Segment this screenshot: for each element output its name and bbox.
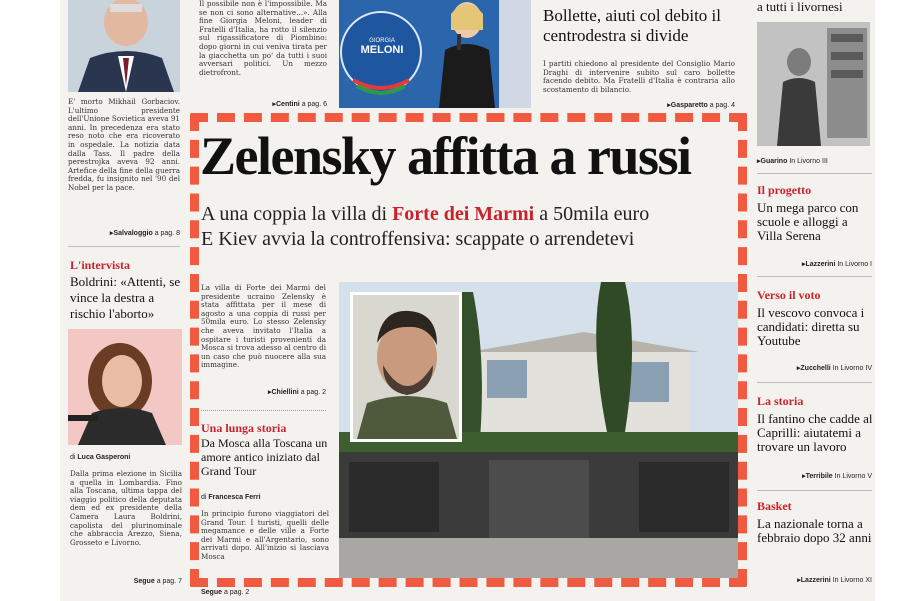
divider [68, 246, 180, 247]
interview-kicker: L'intervista [70, 258, 130, 272]
right-item-kicker: Verso il voto [757, 288, 821, 302]
divider [757, 382, 872, 383]
meloni-sign: GIORGIA MELONI [360, 38, 404, 56]
right-item [757, 394, 875, 454]
right-item-title: La nazionale torna a febbraio dopo 32 anni [757, 516, 872, 545]
right-item-kicker: La storia [757, 394, 804, 408]
main-subtitle-2: E Kiev avvia la controffensiva: scappate o arrendetevi [201, 228, 635, 250]
right-top-text: a tutti i livornesi [757, 0, 843, 14]
meloni-byline: ▸Centini a pag. 6 [272, 101, 327, 108]
divider [757, 490, 872, 491]
right-item-byline: ▸Terribile In Livorno V [802, 473, 872, 480]
divider [757, 173, 872, 174]
story-byline: di Francesca Ferri [201, 494, 261, 501]
right-item-kicker: Il progetto [757, 183, 812, 197]
bollette-text: I partiti chiedono al presidente del Consiglio Mario Draghi di intervenire subito sul caro bollette facendo debito. Ma Fratelli d'Italia è contraria allo scostamento di bilancio. [543, 60, 735, 94]
gorbaciov-photo [68, 0, 180, 92]
meloni-text: Il possibile non è l'impossibile. Ma se non ci sono alternative...». Alla fine Giorgia Meloni, leader di Fratelli d'Italia, ha rotto il silenzio sul rigassificatore di Piombino: dopo giorni in cui veniva tirata per la giacchetta un po' da tutti i suoi avversari politici. Un mezzo dietrofront. [199, 0, 327, 77]
interview-title: Boldrini: «Attenti, se vince la destra a rischio l'aborto» [70, 274, 181, 321]
interview-text: Dalla prima elezione in Sicilia a quella in Lombardia. Fino alla Toscana, ultima tappa del viaggio politico della deputata dem ed ex presidente della Camera Laura Boldrini, capolista del plurinominale che abbraccia Arezzo, Siena, Grosseto e Livorno. [70, 470, 182, 547]
interview-more: Segue a pag. 7 [133, 578, 182, 585]
story-more: Segue a pag. 2 [201, 589, 250, 596]
gorbaciov-text: E' morto Mikhail Gorbaciov. L'ultimo presidente dell'Unione Sovietica aveva 91 anni. In precedenza era stato reso noto che era ricoverato in ospedale. La notizia data dalla Tass. Il padre della perestrojka aveva 92 anni. Artefice della fine della guerra fredda, fu insignito nel '90 del Nobel per la pace. [68, 98, 180, 192]
bollette-byline: ▸Gasparetto a pag. 4 [667, 102, 735, 109]
story-kicker: Una lunga storia [201, 421, 287, 435]
right-item [757, 183, 875, 243]
right-item-title: Il vescovo convoca i candidati: diretta su Youtube [757, 305, 865, 348]
interview-byline: di Luca Gasperoni [70, 454, 131, 461]
right-item-title: Un mega parco con scuole e alloggi a Villa Serena [757, 200, 859, 243]
right-item [757, 499, 875, 545]
bollette-title: Bollette, aiuti col debito il centrodestra si divide [543, 6, 721, 45]
main-headline: Zelensky affitta a russi [200, 126, 691, 186]
right-item-byline: ▸Zucchelli In Livorno IV [796, 365, 872, 372]
main-body-text: La villa di Forte dei Marmi del presidente ucraino Zelensky è stata affittata per il mese di agosto a una coppia di russi per 50mila euro. Lo stesso Zelensky che aveva invitato l'Italia a ospitare i turisti provenienti da Mosca si trova adesso al centro di un caso che può nuocere alla sua immagine. [201, 284, 326, 370]
story-title: Da Mosca alla Toscana un amore antico iniziato dal Grand Tour [201, 436, 328, 478]
meloni-photo [339, 0, 531, 108]
boldrini-photo [68, 329, 182, 445]
story-text: In principio furono viaggiatori del Grand Tour. I turisti, quelli delle megamance e delle ville a Forte dei Marmi e all'Argentario, sono arrivati dopo. All'inizio si lasciava Mosca [201, 510, 329, 561]
right-item-kicker: Basket [757, 499, 792, 513]
right-photo [757, 22, 870, 146]
gorbaciov-byline: ▸Salvaloggio a pag. 8 [109, 230, 180, 237]
main-subtitle-1: A una coppia la villa di Forte dei Marmi a 50mila euro [201, 203, 650, 225]
highlight-frame [190, 113, 747, 587]
right-item-title: Il fantino che cadde al Caprilli: aiutatemi a trovare un lavoro [757, 411, 873, 454]
right-item-byline: ▸Lazzerini In Livorno XI [797, 577, 872, 584]
right-item [757, 288, 875, 348]
divider [757, 276, 872, 277]
main-body-byline: ▸Chiellini a pag. 2 [267, 389, 326, 396]
right-photo-byline: ▸Guarino In Livorno III [757, 158, 828, 165]
right-item-byline: ▸Lazzerini In Livorno I [801, 261, 872, 268]
